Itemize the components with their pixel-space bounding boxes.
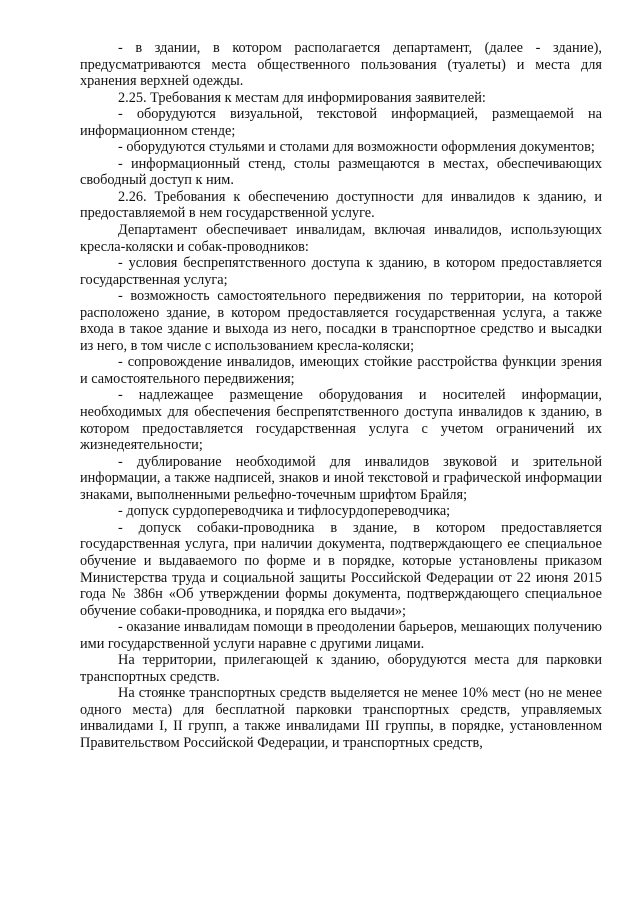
paragraph-escort: - сопровождение инвалидов, имеющих стойкие расстройства функции зрения и самостоятельного передвижения; [80, 354, 602, 387]
paragraph-section-2-26-heading: 2.26. Требования к обеспечению доступности для инвалидов к зданию, и предоставляемой в нем государственной услуге. [80, 188, 602, 222]
paragraph-parking-quota: На стоянке транспортных средств выделяется не менее 10% мест (но не менее одного места) для бесплатной парковки транспортных средств, управляемых инвалидами I, II групп, а также инвалидами III группы, в порядке, установленном Правительством Российской Федерации, и транспортных средств, [80, 685, 602, 751]
paragraph-braille-duplication: - дублирование необходимой для инвалидов звуковой и зрительной информации, а также надписей, знаков и иной текстовой и графической информации знаками, выполненными рельефно-точечным шрифтом Брайля; [80, 453, 602, 503]
paragraph-section-2-25-heading: 2.25. Требования к местам для информирования заявителей: [118, 89, 486, 106]
paragraph-independent-movement: - возможность самостоятельного передвижения по территории, на которой расположено здание, в котором предоставляется государственная услуга, а также входа в такое здание и выхода из него, посадки в транспортное средство и высадки из него, в том числе с использованием кресла-коляски; [80, 288, 602, 354]
paragraph-info-stand: - оборудуются визуальной, текстовой информацией, размещаемой на информационном стенде; [80, 106, 602, 139]
paragraph-barrier-assistance: - оказание инвалидам помощи в преодолении барьеров, мешающих получению ими государственной услуги наравне с другими лицами. [80, 619, 602, 652]
paragraph-building-facilities: - в здании, в котором располагается департамент, (далее - здание), предусматриваются места общественного пользования (туалеты) и места для хранения верхней одежды. [80, 40, 602, 90]
paragraph-equipment-placement: - надлежащее размещение оборудования и носителей информации, необходимых для обеспечения беспрепятственного доступа инвалидов к зданию, в котором предоставляется государственная услуга с учетом ограничений их жизнедеятельности; [80, 387, 602, 454]
paragraph-unobstructed-access: - условия беспрепятственного доступа к зданию, в котором предоставляется государственная услуга; [80, 255, 602, 288]
document-page [80, 40, 602, 752]
paragraph-free-access: - информационный стенд, столы размещаются в местах, обеспечивающих свободный доступ к ним. [80, 155, 602, 189]
paragraph-guide-dog: - допуск собаки-проводника в здание, в котором предоставляется государственная услуга, при наличии документа, подтверждающего ее специальное обучение и выдаваемого по форме и в порядке, которые установлены приказом Министерства труда и социальной защиты Российской Федерации от 22 июня 2015 года № 386н «Об утверждении формы документа, подтверждающего специальное обучение собаки-проводника, и порядка его выдачи»; [80, 519, 602, 619]
paragraph-sign-interpreter: - допуск сурдопереводчика и тифлосурдопереводчика; [118, 503, 451, 520]
paragraph-parking-places: На территории, прилегающей к зданию, оборудуются места для парковки транспортных средств. [80, 652, 602, 685]
paragraph-chairs-tables: - оборудуются стульями и столами для возможности оформления документов; [118, 139, 595, 156]
paragraph-department-provides: Департамент обеспечивает инвалидам, включая инвалидов, использующих кресла-коляски и собак-проводников: [80, 222, 602, 255]
